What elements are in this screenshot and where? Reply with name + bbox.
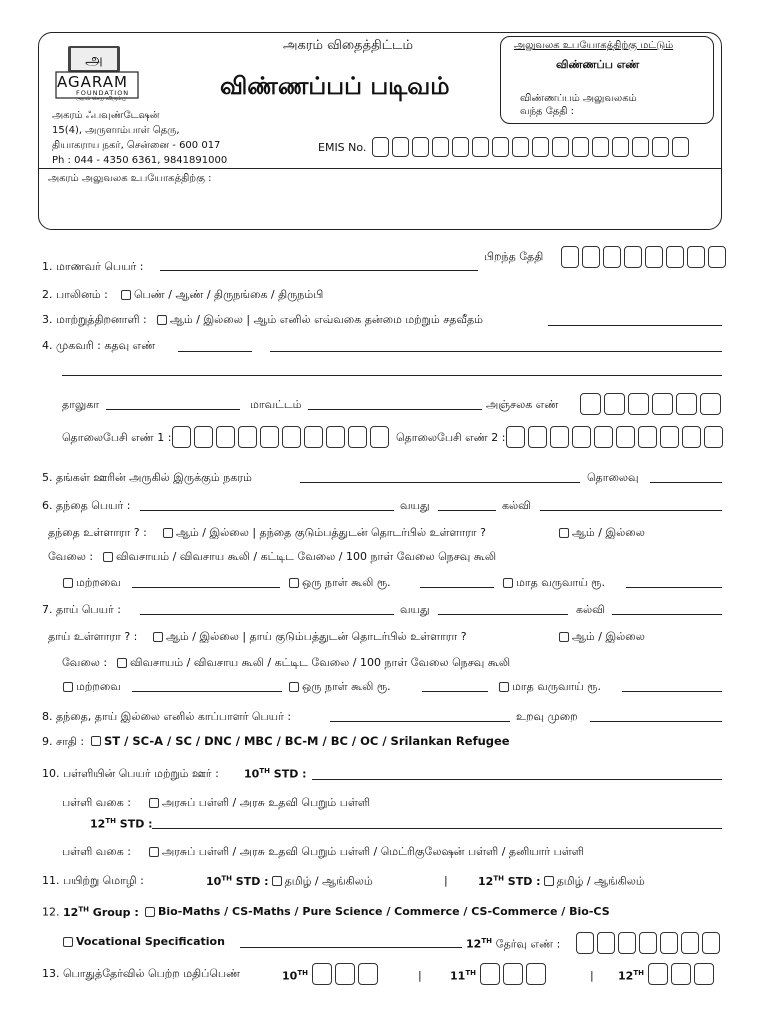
- mother-job-label: வேலை :: [62, 656, 108, 669]
- exam-no-text: தேர்வு எண் :: [495, 937, 561, 951]
- dob-boxes[interactable]: [561, 246, 726, 268]
- taluk-field[interactable]: [106, 409, 240, 410]
- received-line2: வந்த தேதி :: [520, 106, 575, 117]
- program-title: அகரம் விதைத்திட்டம்: [283, 38, 413, 53]
- taluk-label: தாலுகா: [62, 398, 100, 411]
- sup-th: TH: [221, 874, 232, 882]
- q13-label: 13. பொதுத்தேர்வில் பெற்ற மதிப்பெண்: [42, 967, 241, 980]
- q3-options-text: ஆம் / இல்லை | ஆம் எனில் எவ்வகை தன்மை மற்றும் சதவீதம்: [170, 313, 484, 326]
- father-edu-label: கல்வி: [502, 499, 531, 512]
- q7-label: 7. தாய் பெயர் :: [42, 603, 121, 616]
- sup-th: TH: [633, 969, 644, 977]
- district-label: மாவட்டம்: [250, 398, 302, 411]
- org-name: அகரம் ஃபவுண்டேஷன்: [52, 110, 160, 121]
- father-job-options-text: விவசாயம் / விவசாய கூலி / கட்டிட வேலை / 100 நாள் வேலை நெசவு கூலி: [116, 550, 497, 563]
- std10-number: 10: [244, 767, 260, 781]
- q2-label: 2. பாலினம் :: [42, 288, 108, 301]
- std-suffix: STD :: [273, 767, 307, 781]
- sup-th: TH: [493, 874, 504, 882]
- logo-text: AGARAM: [57, 73, 128, 91]
- school12-field[interactable]: [152, 828, 722, 829]
- father-monthly-field[interactable]: [626, 587, 722, 588]
- caste-options[interactable]: [88, 734, 510, 748]
- father-daily-option[interactable]: [286, 576, 391, 591]
- mother-daily-option[interactable]: [286, 680, 391, 695]
- exam-std: 12: [466, 937, 482, 951]
- emis-boxes[interactable]: [372, 137, 689, 157]
- father-contact-options[interactable]: [556, 526, 645, 541]
- father-other-field[interactable]: [132, 587, 280, 588]
- q12-label: [42, 905, 139, 919]
- dob-label: பிறந்த தேதி: [484, 250, 544, 263]
- group-options-text: Bio-Maths / CS-Maths / Pure Science / Commerce / CS-Commerce / Bio-CS: [158, 905, 610, 918]
- school12-type-options-text: அரசுப் பள்ளி / அரசு உதவி பெறும் பள்ளி / மெட்ரிகுலேஷன் பள்ளி / தனியார் பள்ளி: [162, 845, 584, 858]
- father-alive-options[interactable]: [160, 526, 486, 541]
- vocational-field[interactable]: [240, 947, 462, 948]
- mother-age-field[interactable]: [438, 614, 568, 615]
- sup-th: TH: [78, 905, 89, 913]
- father-job-options[interactable]: [100, 550, 496, 565]
- phone1-label: தொலைபேசி எண் 1 :: [62, 431, 172, 444]
- school10-type-options[interactable]: [146, 796, 370, 811]
- relation-label: உறவு முறை: [516, 710, 578, 723]
- district-field[interactable]: [308, 409, 482, 410]
- mother-daily-text: ஒரு நாள் கூலி ரூ.: [302, 680, 391, 693]
- q5-label: 5. தங்கள் ஊரின் அருகில் இருக்கும் நகரம்: [42, 471, 252, 484]
- q2-options[interactable]: [118, 288, 323, 303]
- q3-label: 3. மாற்றுத்திறனாளி :: [42, 313, 147, 326]
- mother-age-label: வயது: [400, 603, 430, 616]
- grade11: 11: [450, 969, 466, 983]
- mother-alive-options[interactable]: [150, 630, 467, 645]
- father-alive-label: தந்தை உள்ளாரா ? :: [48, 526, 147, 539]
- org-addr1: 15(4), அருளாம்பாள் தெரு,: [52, 125, 180, 136]
- std10-number: 10: [206, 874, 222, 888]
- medium10-options-text: தமிழ் / ஆங்கிலம்: [284, 874, 373, 888]
- school10-field[interactable]: [312, 779, 722, 780]
- mother-daily-field[interactable]: [422, 691, 488, 692]
- guardian-name-field[interactable]: [330, 721, 510, 722]
- q1-label: 1. மாணவர் பெயர் :: [42, 260, 144, 273]
- phone2-label: தொலைபேசி எண் 2 :: [396, 431, 506, 444]
- father-monthly-text: மாத வருவாய் ரூ.: [516, 576, 605, 589]
- school10-type-options-text: அரசுப் பள்ளி / அரசு உதவி பெறும் பள்ளி: [162, 796, 371, 809]
- marks10-boxes[interactable]: [312, 963, 378, 985]
- mother-alive-label: தாய் உள்ளாரா ? :: [48, 630, 138, 643]
- marks-sep1: |: [418, 969, 422, 982]
- father-name-field[interactable]: [140, 510, 394, 511]
- mother-name-field[interactable]: [140, 614, 394, 615]
- form-title: விண்ணப்பப் படிவம்: [220, 72, 450, 100]
- father-other-text: மற்றவை: [76, 576, 121, 589]
- mother-monthly-text: மாத வருவாய் ரூ.: [512, 680, 601, 693]
- q9-label: 9. சாதி :: [42, 735, 85, 748]
- group-options[interactable]: [142, 905, 610, 918]
- medium-separator: |: [444, 874, 448, 887]
- q4-label: 4. முகவரி : கதவு எண்: [42, 339, 156, 352]
- father-other-option[interactable]: [60, 576, 121, 591]
- mother-edu-label: கல்வி: [576, 603, 605, 616]
- pincode-label: அஞ்சலக எண்: [486, 398, 559, 411]
- marks-sep2: |: [590, 969, 594, 982]
- logo-sub: FOUNDATION: [76, 89, 130, 97]
- marks11-boxes[interactable]: [480, 963, 546, 985]
- mother-monthly-option[interactable]: [496, 680, 601, 695]
- org-addr2: தியாகராய நகர், சென்னை - 600 017: [52, 140, 221, 151]
- door-no-field[interactable]: [178, 351, 252, 352]
- emis-label: EMIS No.: [318, 141, 367, 154]
- q8-label: 8. தந்தை, தாய் இல்லை எனில் காப்பாளர் பெயர் :: [42, 710, 292, 723]
- mother-contact-options-text: ஆம் / இல்லை: [572, 630, 645, 643]
- mother-other-text: மற்றவை: [76, 680, 121, 693]
- father-monthly-option[interactable]: [500, 576, 605, 591]
- medium10[interactable]: [206, 874, 373, 890]
- medium12-options-text: தமிழ் / ஆங்கிலம்: [556, 874, 645, 888]
- marks12-boxes[interactable]: [648, 963, 714, 985]
- mother-other-field[interactable]: [132, 691, 282, 692]
- logo-tag: அறம் செய விரும்பு: [76, 96, 126, 102]
- school10-type-label: பள்ளி வகை :: [62, 796, 131, 809]
- std-suffix: STD :: [235, 874, 269, 888]
- father-alive-options-text: ஆம் / இல்லை | தந்தை குடும்பத்துடன் தொடர்பில் உள்ளாரா ?: [176, 526, 486, 539]
- father-daily-field[interactable]: [420, 587, 494, 588]
- logo-char: அ: [85, 50, 103, 69]
- q12-number: 12.: [42, 905, 60, 919]
- father-daily-text: ஒரு நாள் கூலி ரூ.: [302, 576, 391, 589]
- mother-edu-field[interactable]: [612, 614, 722, 615]
- mother-alive-options-text: ஆம் / இல்லை | தாய் குடும்பத்துடன் தொடர்பில் உள்ளாரா ?: [166, 630, 467, 643]
- medium12-std: [478, 875, 541, 888]
- relation-field[interactable]: [590, 721, 722, 722]
- vocational-option[interactable]: [60, 935, 225, 948]
- sup-th: TH: [481, 937, 492, 945]
- school12-type-options[interactable]: [146, 845, 584, 860]
- q10-std12: [90, 817, 153, 831]
- marks10-label: [282, 969, 308, 983]
- father-contact-options-text: ஆம் / இல்லை: [572, 526, 645, 539]
- q12-group-no: 12: [63, 905, 79, 919]
- sup-th: TH: [105, 817, 116, 825]
- father-edu-field[interactable]: [540, 510, 722, 511]
- marks12-label: [618, 969, 644, 983]
- phone1-boxes[interactable]: [172, 426, 389, 448]
- mother-monthly-field[interactable]: [622, 691, 722, 692]
- received-line1: விண்ணப்பம் அலுவலகம்: [520, 93, 637, 104]
- vocational-text: Vocational Specification: [76, 935, 225, 948]
- mother-job-options-text: விவசாயம் / விவசாய கூலி / கட்டிட வேலை / 100 நாள் வேலை நெசவு கூலி: [130, 656, 511, 669]
- q2-options-text: பெண் / ஆண் / திருநங்கை / திருநம்பி: [134, 288, 324, 301]
- grade12: 12: [618, 969, 634, 983]
- address-line2-field[interactable]: [62, 375, 722, 376]
- school12-type-label: பள்ளி வகை :: [62, 845, 131, 858]
- std-suffix: STD :: [507, 874, 541, 888]
- exam-no-boxes[interactable]: [576, 932, 720, 954]
- caste-options-text: ST / SC-A / SC / DNC / MBC / BC-M / BC / OC / Srilankan Refugee: [104, 734, 510, 748]
- distance-label: தொலைவு: [587, 471, 639, 484]
- office-use-label: அகரம் அலுவலக உபயோகத்திற்கு :: [48, 173, 212, 184]
- q10-label: 10. பள்ளியின் பெயர் மற்றும் ஊர் :: [42, 767, 219, 780]
- q3-options[interactable]: [154, 313, 483, 328]
- std12-number: 12: [478, 874, 494, 888]
- grade10: 10: [282, 969, 298, 983]
- std-suffix: STD :: [119, 817, 153, 831]
- exam-no-label: [466, 937, 560, 953]
- header-divider: [38, 168, 722, 169]
- student-name-field[interactable]: [160, 270, 478, 271]
- sup-th: TH: [465, 969, 476, 977]
- office-use-only: அலுவலக உபயோகத்திற்கு மட்டும்: [514, 40, 674, 51]
- std12-number: 12: [90, 817, 106, 831]
- medium10-std: [206, 875, 269, 888]
- mother-job-options[interactable]: [114, 656, 510, 671]
- marks11-label: [450, 969, 476, 983]
- father-job-label: வேலை :: [48, 550, 94, 563]
- pincode-boxes[interactable]: [580, 393, 721, 415]
- mother-other-option[interactable]: [60, 680, 121, 695]
- application-no-label: விண்ணப்ப எண்: [556, 58, 640, 71]
- medium12[interactable]: [478, 874, 645, 890]
- mother-contact-options[interactable]: [556, 630, 645, 645]
- sup-th: TH: [259, 767, 270, 775]
- father-age-label: வயது: [400, 499, 430, 512]
- father-age-field[interactable]: [438, 510, 496, 511]
- q6-label: 6. தந்தை பெயர் :: [42, 499, 131, 512]
- phone2-boxes[interactable]: [506, 426, 723, 448]
- sup-th: TH: [297, 969, 308, 977]
- nearby-town-field[interactable]: [300, 482, 580, 483]
- q11-label: 11. பயிற்று மொழி :: [42, 874, 144, 887]
- q12-group-label: Group :: [92, 905, 139, 919]
- distance-field[interactable]: [650, 482, 722, 483]
- org-phone: Ph : 044 - 4350 6361, 9841891000: [52, 155, 228, 166]
- q10-std10: [244, 767, 307, 781]
- disability-field[interactable]: [548, 325, 722, 326]
- address-line1-field[interactable]: [270, 351, 722, 352]
